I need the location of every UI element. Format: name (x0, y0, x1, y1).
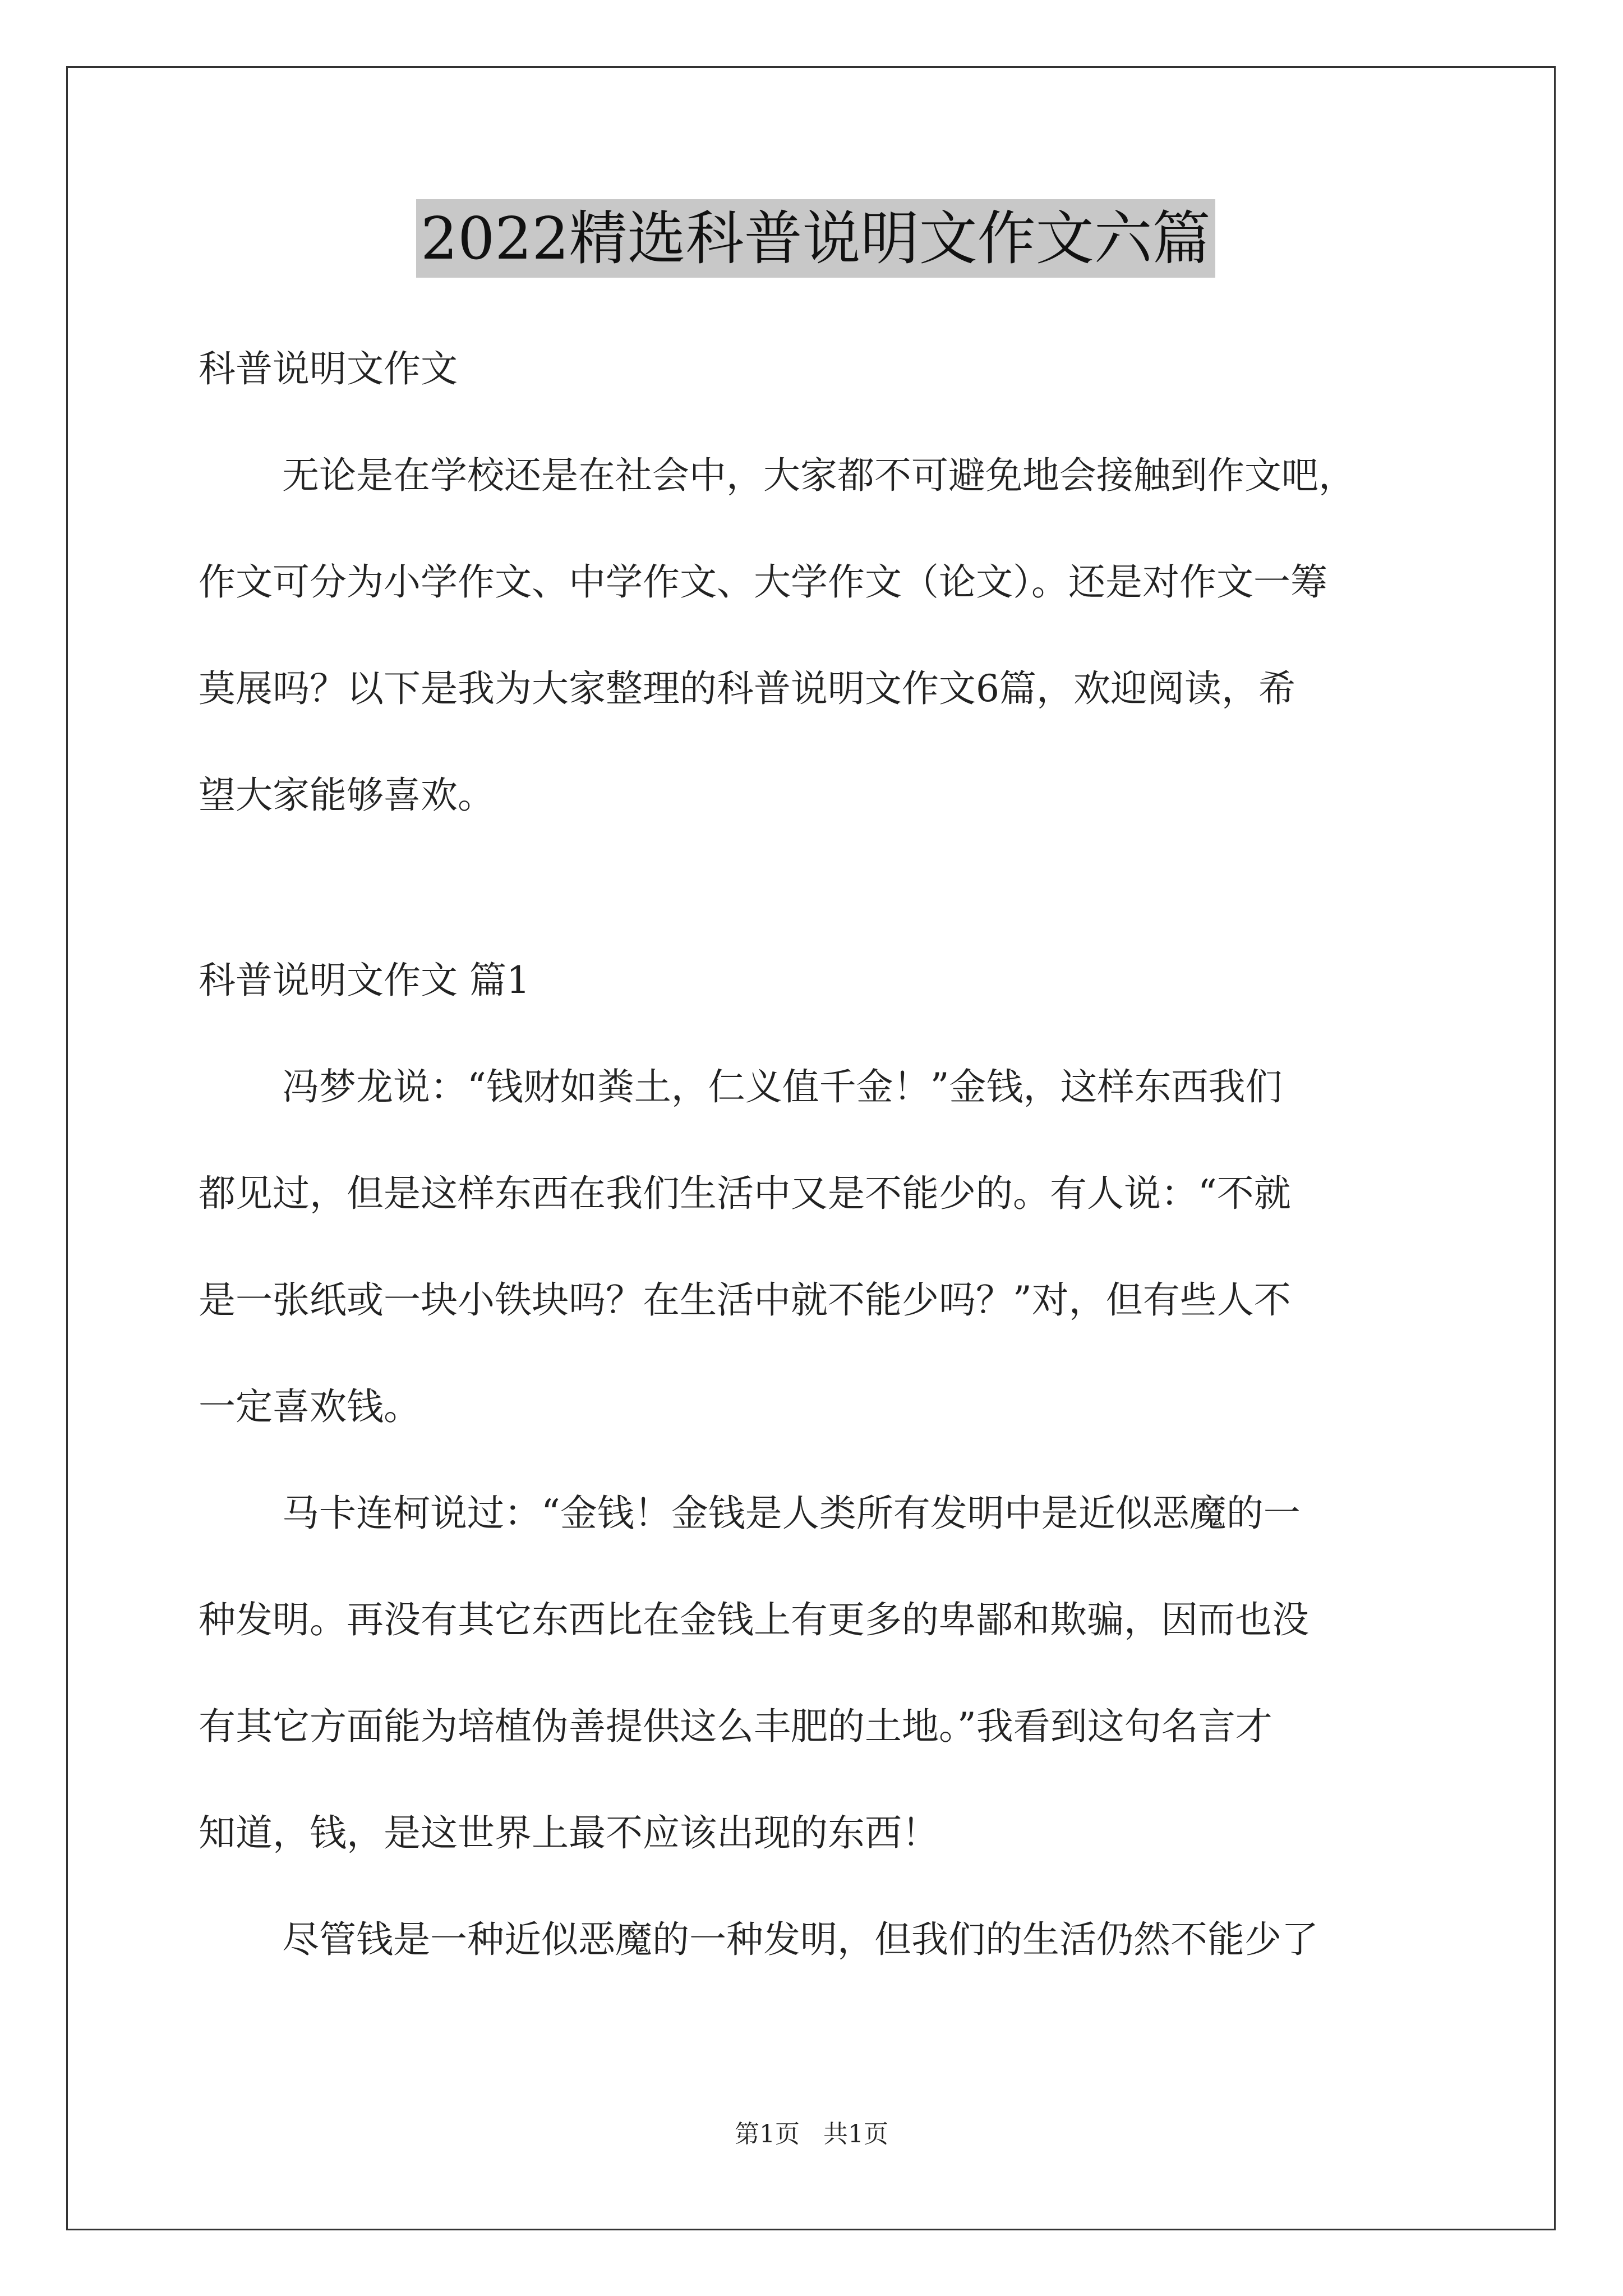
page-footer: 第1页 共1页 (735, 2120, 888, 2148)
paragraph1-line: 一定喜欢钱。 (199, 1385, 421, 1428)
document-title: 2022精选科普说明文作文六篇 (416, 199, 1215, 278)
intro-line: 作文可分为小学作文、中学作文、大学作文（论文）。还是对作文一筹 (199, 560, 1327, 604)
article-heading: 科普说明文作文 篇1 (199, 959, 530, 1002)
intro-line: 莫展吗？以下是我为大家整理的科普说明文作文6篇，欢迎阅读，希 (199, 667, 1295, 710)
intro-line: 望大家能够喜欢。 (199, 774, 495, 817)
paragraph2-line: 有其它方面能为培植伪善提供这么丰肥的土地。”我看到这句名言才 (199, 1705, 1272, 1748)
paragraph1-line: 是一张纸或一块小铁块吗？在生活中就不能少吗？”对，但有些人不 (199, 1278, 1291, 1322)
section-heading: 科普说明文作文 (199, 347, 458, 390)
paragraph3-line: 尽管钱是一种近似恶魔的一种发明，但我们的生活仍然不能少了 (282, 1918, 1318, 1961)
paragraph1-line: 都见过，但是这样东西在我们生活中又是不能少的。有人说：“不就 (199, 1172, 1291, 1215)
paragraph2-line: 种发明。再没有其它东西比在金钱上有更多的卑鄙和欺骗，因而也没 (199, 1598, 1309, 1641)
intro-line: 无论是在学校还是在社会中，大家都不可避免地会接触到作文吧， (282, 454, 1355, 497)
paragraph2-line: 知道，钱，是这世界上最不应该出现的东西！ (199, 1811, 939, 1855)
paragraph1-line: 冯梦龙说：“钱财如粪土，仁义值千金！”金钱，这样东西我们 (282, 1065, 1283, 1108)
paragraph2-line: 马卡连柯说过：“金钱！金钱是人类所有发明中是近似恶魔的一 (282, 1492, 1301, 1535)
